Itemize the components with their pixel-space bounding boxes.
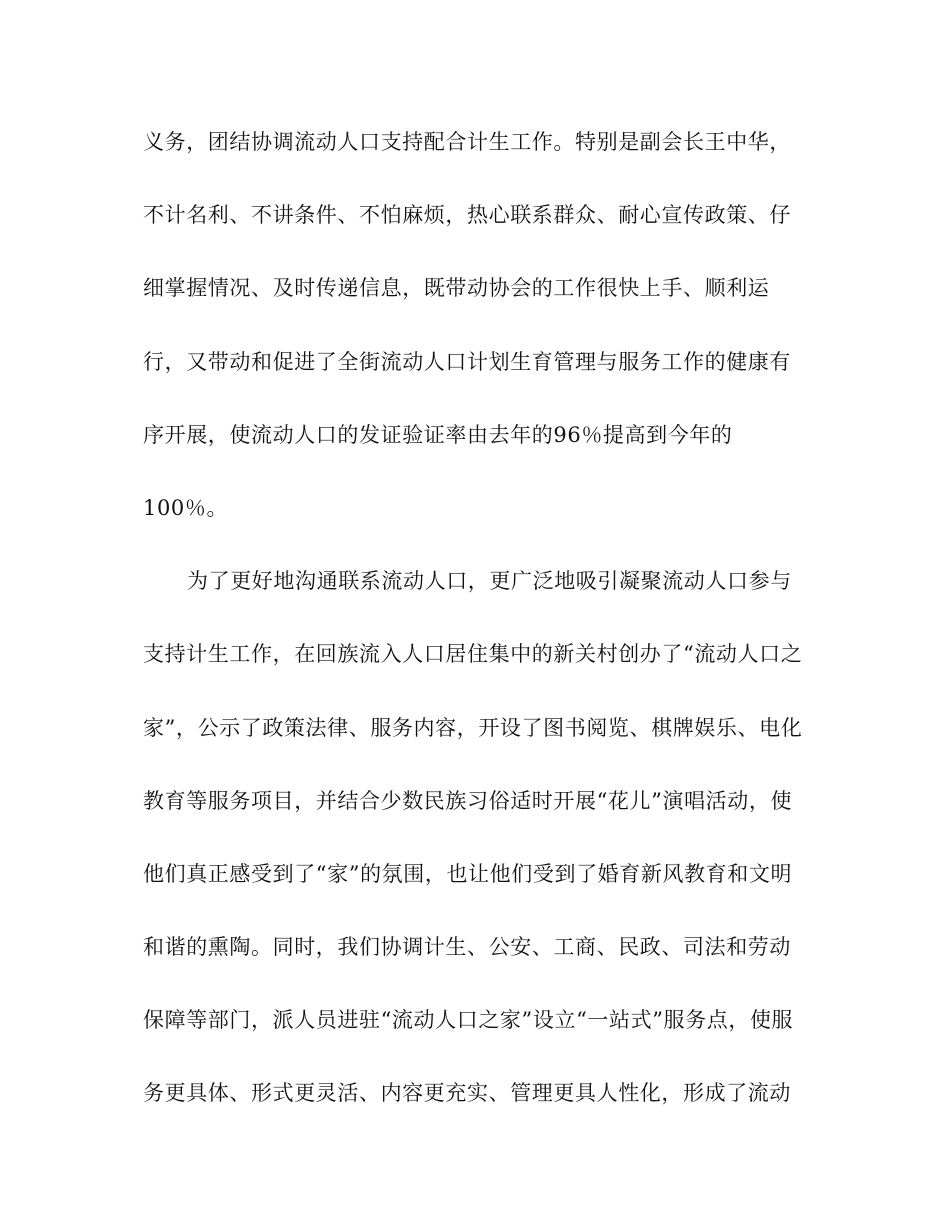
text-line: 行，又带动和促进了全街流动人口计划生育管理与服务工作的健康有 (143, 349, 791, 374)
text-line: 支持计生工作，在回族流入人口居住集中的新关村创办了“流动人口之 (143, 642, 803, 667)
text-line: 细掌握情况、及时传递信息，既带动协会的工作很快上手、顺利运 (143, 276, 770, 301)
text-line: 他们真正感受到了“家”的氛围，也让他们受到了婚育新风教育和文明 (143, 861, 793, 886)
text-line: 务更具体、形式更灵活、内容更充实、管理更具人性化，形成了流动 (143, 1081, 791, 1106)
body-text (143, 118, 813, 1143)
text-line: 家”，公示了政策法律、服务内容，开设了图书阅览、棋牌娱乐、电化 (143, 715, 803, 740)
text-line: 序开展，使流动人口的发证验证率由去年的96％提高到今年的 (143, 422, 733, 447)
text-line: 保障等部门，派人员进驻“流动人口之家”设立“一站式”服务点，使服 (143, 1008, 794, 1033)
text-line: 100％。 (143, 495, 229, 520)
text-line: 和谐的熏陶。同时，我们协调计生、公安、工商、民政、司法和劳动 (143, 935, 791, 960)
text-line: 义务，团结协调流动人口支持配合计生工作。特别是副会长王中华， (143, 130, 791, 154)
text-line: 教育等服务项目，并结合少数民族习俗适时开展“花儿”演唱活动，使 (143, 788, 793, 813)
paragraph-first-line: 为了更好地沟通联系流动人口，更广泛地吸引凝聚流动人口参与 (187, 569, 792, 594)
text-line: 不计名利、不讲条件、不怕麻烦，热心联系群众、耐心宣传政策、仔 (143, 203, 791, 228)
